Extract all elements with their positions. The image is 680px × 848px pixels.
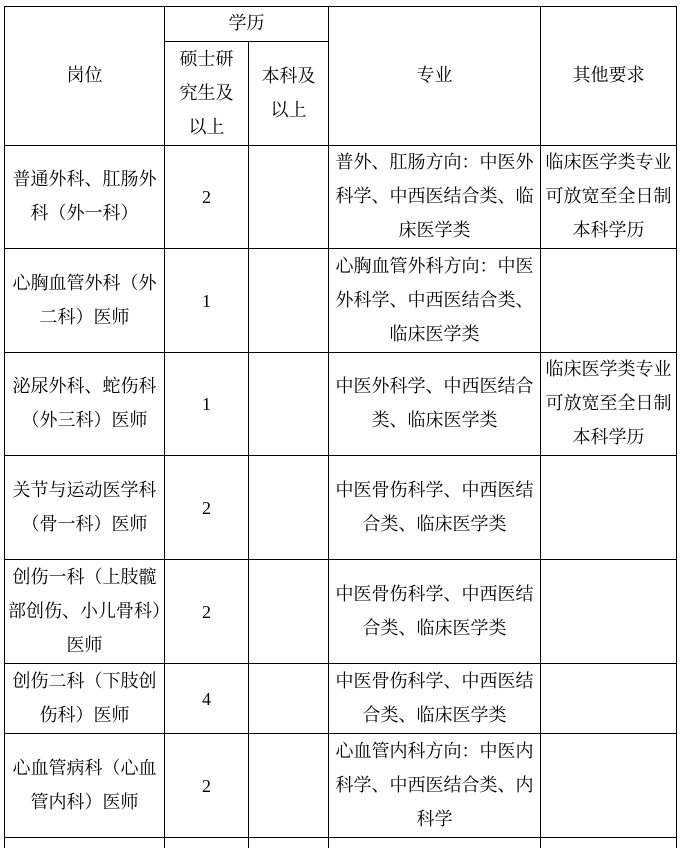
position-cell: 普通外科、肛肠外科（外一科） — [5, 146, 165, 249]
table-row — [5, 664, 677, 734]
position-cell: 创伤二科（下肢创伤科）医师 — [5, 664, 165, 734]
other-requirements-cell — [541, 734, 677, 838]
header-other: 其他要求 — [541, 7, 677, 146]
bachelor-count-cell — [249, 353, 329, 456]
header-major: 专业 — [329, 7, 541, 146]
table-row — [5, 353, 677, 456]
other-requirements-cell — [541, 456, 677, 560]
table-row — [5, 249, 677, 353]
major-cell: 中医骨伤科学、中西医结合类、临床医学类 — [329, 456, 541, 560]
bachelor-count-cell — [249, 664, 329, 734]
position-cell: 关节与运动医学科（骨一科）医师 — [5, 456, 165, 560]
major-cell: 中医骨伤科学、中西医结合类、临床医学类 — [329, 560, 541, 664]
table-row — [5, 734, 677, 838]
position-cell: 心血管病科（心血管内科）医师 — [5, 734, 165, 838]
major-cell: 心血管内科方向：中医内科学、中西医结合类、内科学 — [329, 734, 541, 838]
other-requirements-cell — [541, 664, 677, 734]
major-cell: 中医骨伤科学、中西医结合类、临床医学类 — [329, 664, 541, 734]
bachelor-count-cell — [249, 249, 329, 353]
other-requirements-cell: 临床医学类专业可放宽至全日制本科学历 — [541, 146, 677, 249]
master-count-cell: 2 — [165, 146, 249, 249]
major-cell: 普外、肛肠方向：中医外科学、中西医结合类、临床医学类 — [329, 146, 541, 249]
position-cell: 心胸血管外科（外二科）医师 — [5, 249, 165, 353]
header-position: 岗位 — [5, 7, 165, 146]
recruitment-table — [4, 6, 677, 848]
bachelor-count-cell — [249, 560, 329, 664]
master-count-cell: 4 — [165, 664, 249, 734]
major-cell: 中医外科学、中西医结合类、临床医学类 — [329, 353, 541, 456]
partial-cell — [249, 838, 329, 848]
major-cell: 心胸血管外科方向：中医外科学、中西医结合类、临床医学类 — [329, 249, 541, 353]
partial-cell — [541, 838, 677, 848]
partial-cell — [5, 838, 165, 848]
master-count-cell: 1 — [165, 249, 249, 353]
partial-cell — [165, 838, 249, 848]
other-requirements-cell — [541, 560, 677, 664]
bachelor-count-cell — [249, 456, 329, 560]
master-count-cell: 2 — [165, 560, 249, 664]
master-count-cell: 2 — [165, 734, 249, 838]
master-count-cell: 2 — [165, 456, 249, 560]
header-education: 学历 — [165, 7, 329, 42]
header-master: 硕士研究生及以上 — [165, 42, 249, 146]
master-count-cell: 1 — [165, 353, 249, 456]
table-row — [5, 456, 677, 560]
table-row — [5, 560, 677, 664]
table-row — [5, 146, 677, 249]
other-requirements-cell — [541, 249, 677, 353]
header-bachelor: 本科及以上 — [249, 42, 329, 146]
bachelor-count-cell — [249, 146, 329, 249]
partial-cell — [329, 838, 541, 848]
position-cell: 泌尿外科、蛇伤科（外三科）医师 — [5, 353, 165, 456]
other-requirements-cell: 临床医学类专业可放宽至全日制本科学历 — [541, 353, 677, 456]
position-cell: 创伤一科（上肢髋部创伤、小儿骨科）医师 — [5, 560, 165, 664]
table-row-partial — [5, 838, 677, 848]
bachelor-count-cell — [249, 734, 329, 838]
